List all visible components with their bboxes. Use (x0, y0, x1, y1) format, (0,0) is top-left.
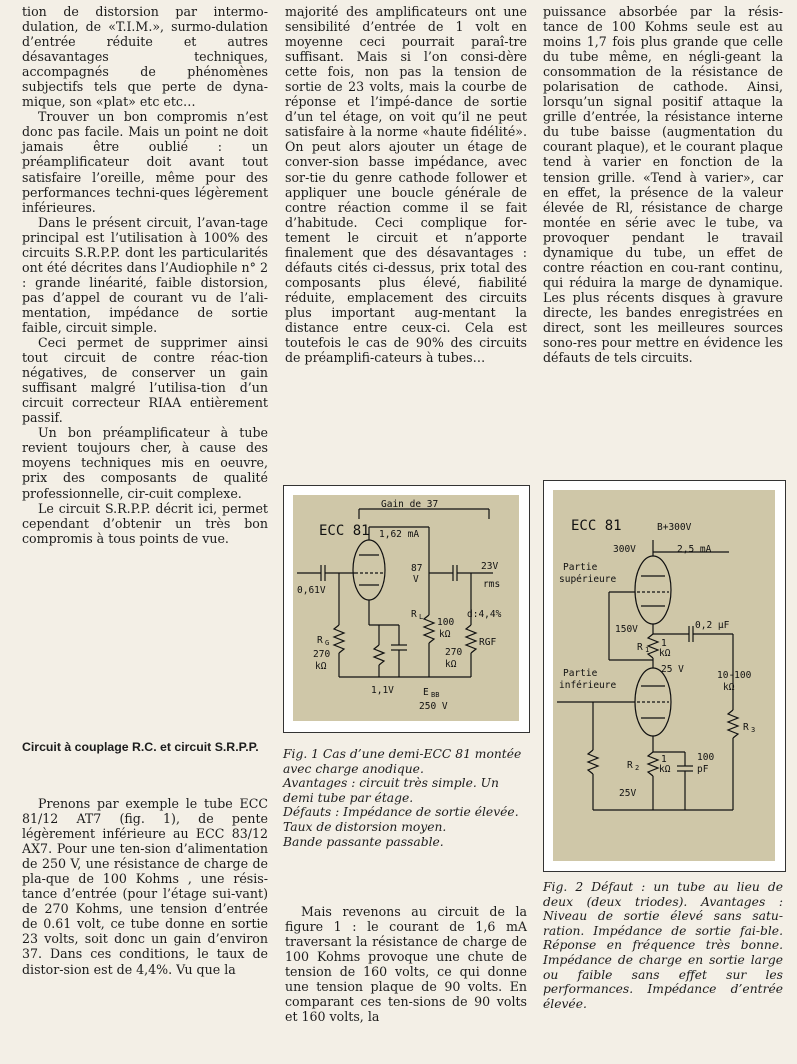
label-r100-unit: kΩ (439, 629, 451, 640)
figure-1-caption (283, 747, 527, 849)
label-capacitor: 0,2 µF (695, 620, 730, 631)
label-tube: ECC 81 (571, 518, 622, 534)
label-25v: 25 V (661, 664, 684, 675)
label-r1-sub: 1 (645, 646, 650, 654)
column-1 (22, 4, 268, 546)
paragraph: Trouver un bon compromis n’est donc pas facile. Mais un point ne doit jamais être oublié : un préamplificateur doit avant tout satisfaire l’oreille, même pour des performances techni-ques légèrement inférieures. (22, 109, 268, 215)
column-2 (285, 4, 527, 365)
label-tube: ECC 81 (319, 523, 370, 539)
paragraph: Le circuit S.R.P.P. décrit ici, permet cependant d’obtenir un très bon compromis à tous points de vue. (22, 500, 268, 546)
paragraph: Prenons par exemple le tube ECC 81/12 AT7 (fig. 1), de pente légèrement inférieure au ECC 83/12 AX7. Pour une ten-sion d’alimentation de 250 V, une résistance de charge de pla-que de 100 Kohms , une résis-tance d’entrée (pour l’étage sui-vant) de 270 Kohms, une tension d’entrée de 0.61 volt, ce tube donne en sortie 23 volts, soit donc un gain d’environ 37. Dans ces conditions, le taux de distor-sion est de 4,4%. Vu que la (22, 796, 268, 977)
paragraph: majorité des amplificateurs ont une sensibilité d’entrée de 1 volt en moyenne ceci pourrait paraî-tre suffisant. Mais si l’on consi-dère cette fois, non pas la tension de sortie de 23 volts, mais la courbe de réponse et l’impé-dance de sortie d’un tel étage, on voit qu’il ne peut satisfaire à la norme «haute fidélité». On peut alors ajouter un étage de conver-sion basse impédance, avec sor-tie du genre cathode follower et appliquer une boucle générale de contre réaction comme il se fait d’habitude. Ceci complique for-tement le circuit et n’apporte finalement que des désavantages : défauts cités ci-dessus, prix total des composants plus élevé, fiabilité réduite, emplacement des circuits plus important aug-mentant la distance entre ceux-ci. Cela est toutefois le cas de 90% des circuits de préamplifi-cateurs à tubes… (285, 4, 527, 366)
label-100pf-unit: pF (697, 764, 709, 775)
label-current: 1,62 mA (379, 529, 420, 540)
figure-1-schematic (293, 495, 519, 721)
schematic-fig1 (293, 495, 519, 721)
label-r3: R (743, 722, 749, 733)
label-rl: R (411, 609, 417, 620)
label-cathode-voltage: 1,1V (371, 685, 394, 696)
label-upper-part: Partie (563, 562, 598, 573)
label-distortion: d:4,4% (467, 609, 502, 620)
label-rg: R (317, 635, 323, 646)
label-vin: 0,61V (297, 585, 326, 596)
label-100pf: 100 (697, 752, 715, 763)
label-r2-sub: 2 (635, 764, 640, 772)
label-r2: R (627, 760, 633, 771)
label-r3-sub: 3 (751, 726, 756, 734)
label-lower-part: Partie (563, 668, 598, 679)
label-current: 2,5 mA (677, 544, 712, 555)
label-rgf-unit: kΩ (445, 659, 457, 670)
caption-text: Fig. 2 Défaut : un tube au lieu de deux (deux triodes). Avantages : Niveau de sortie élevé sans satu-ration. Impédance de sortie fai-ble. Réponse en fréquence très bonne. Impédance de charge en sortie large ou faible sans effet sur les performances. Impédance d’entrée élevée. (543, 880, 783, 1011)
label-vout: 23V (481, 561, 499, 572)
column-3 (543, 4, 783, 365)
label-upper-part-2: supérieure (559, 574, 617, 585)
label-rgf: RGF (479, 637, 497, 648)
label-rg-sub: G (325, 639, 330, 647)
label-r1: R (637, 642, 643, 653)
label-rgf-value: 270 (445, 647, 463, 658)
label-25v-bottom: 25V (619, 788, 637, 799)
label-vout-unit: rms (483, 579, 501, 590)
figure-2-frame (543, 480, 786, 872)
schematic-fig2 (553, 490, 775, 861)
label-load-unit: kΩ (723, 682, 735, 693)
label-r1-unit: kΩ (659, 648, 671, 659)
label-bplus: B+300V (657, 522, 692, 533)
paragraph: puissance absorbée par la résis-tance de 100 Kohms seule est au moins 1,7 fois plus grande que celle du tube même, en négli-geant la consommation de la résistance de polarisation de cathode. Ainsi, lorsqu’un signal positif attaque la grille d’entrée, la résistance interne du tube baisse (augmentation du courant plaque), et le courant plaque tend à varier en fonction de la tension grille. «Tend à varier», car en effet, la présence de la valeur élevée de Rl, résistance de charge montée en série avec le tube, va provoquer pendant le travail dynamique du tube, un effet de contre réaction en cou-rant continu, qui réduira la marge de dynamique. Les plus récents disques à gravure directe, les bandes enregistrées en direct, sont les meilleures sources sono-res pour mettre en évidence les défauts de tels circuits. (543, 4, 783, 366)
paragraph: Dans le présent circuit, l’avan-tage principal est l’utilisation à 100% des circuits S.R.P.P. dont les particularités ont été décrites dans l’Audiophile n° 2 : grande linéarité, faible distorsion, pas d’appel de courant vu de l’ali-mentation, impédance de sortie faible, circuit simple. (22, 214, 268, 335)
label-ebb-sub: BB (431, 691, 440, 699)
label-load: 10-100 (717, 670, 752, 681)
label-plate-unit: V (413, 574, 419, 585)
label-300v: 300V (613, 544, 636, 555)
label-ebb-value: 250 V (419, 701, 448, 712)
paragraph: Un bon préamplificateur à tube revient toujours cher, à cause des moyens techniques mis en oeuvre, prix des composants de qualité professionnelle, cir-cuit complexe. (22, 425, 268, 501)
label-ebb: E (423, 687, 429, 698)
section-heading: Circuit à couplage R.C. et circuit S.R.P.P. (22, 740, 259, 754)
label-rg-unit: kΩ (315, 661, 327, 672)
caption-line: Bande passante passable. (283, 834, 444, 849)
label-rg-value: 270 (313, 649, 331, 660)
caption-line: Taux de distorsion moyen. (283, 819, 447, 834)
label-rl-sub: L (419, 613, 424, 621)
caption-line: Avantages : circuit très simple. Un demi tube par étage. (283, 776, 499, 805)
caption-line: Fig. 1 Cas d’une demi-ECC 81 montée avec charge anodique. (283, 747, 522, 776)
label-lower-part-2: inférieure (559, 680, 617, 691)
column-2-continued (285, 904, 527, 1024)
column-1-continued (22, 796, 268, 977)
paragraph: Mais revenons au circuit de la figure 1 : le courant de 1,6 mA traversant la résistance de charge de 100 Kohms provoque une chute de tension de 160 volts, ce qui donne une tension plaque de 90 volts. En comparant ces ten-sions de 90 volts et 160 volts, la (285, 904, 527, 1025)
label-r2-value: 1 (661, 754, 667, 765)
section-heading-block (22, 740, 268, 755)
label-r1-value: 1 (661, 638, 667, 649)
figure-2-schematic (553, 490, 775, 861)
label-plate: 87 (411, 563, 423, 574)
label-r100: 100 (437, 617, 455, 628)
caption-line: Défauts : Impédance de sortie élevée. (283, 805, 519, 820)
label-gain: Gain de 37 (381, 499, 439, 510)
paragraph: tion de distorsion par intermo-dulation, de «T.I.M.», surmo-dulation d’entrée réduite et autres désavantages techniques, accompagnés de phénomènes subjectifs tels que perte de dyna-mique, son «plat» etc etc… (22, 4, 268, 110)
label-150v: 150V (615, 624, 638, 635)
figure-2-caption (543, 880, 783, 1011)
label-r2-unit: kΩ (659, 764, 671, 775)
figure-1-frame (283, 485, 530, 733)
paragraph: Ceci permet de supprimer ainsi tout circuit de contre réac-tion négatives, de conserver un gain suffisant malgré l’utilisa-tion d’un circuit correcteur RIAA entièrement passif. (22, 335, 268, 426)
